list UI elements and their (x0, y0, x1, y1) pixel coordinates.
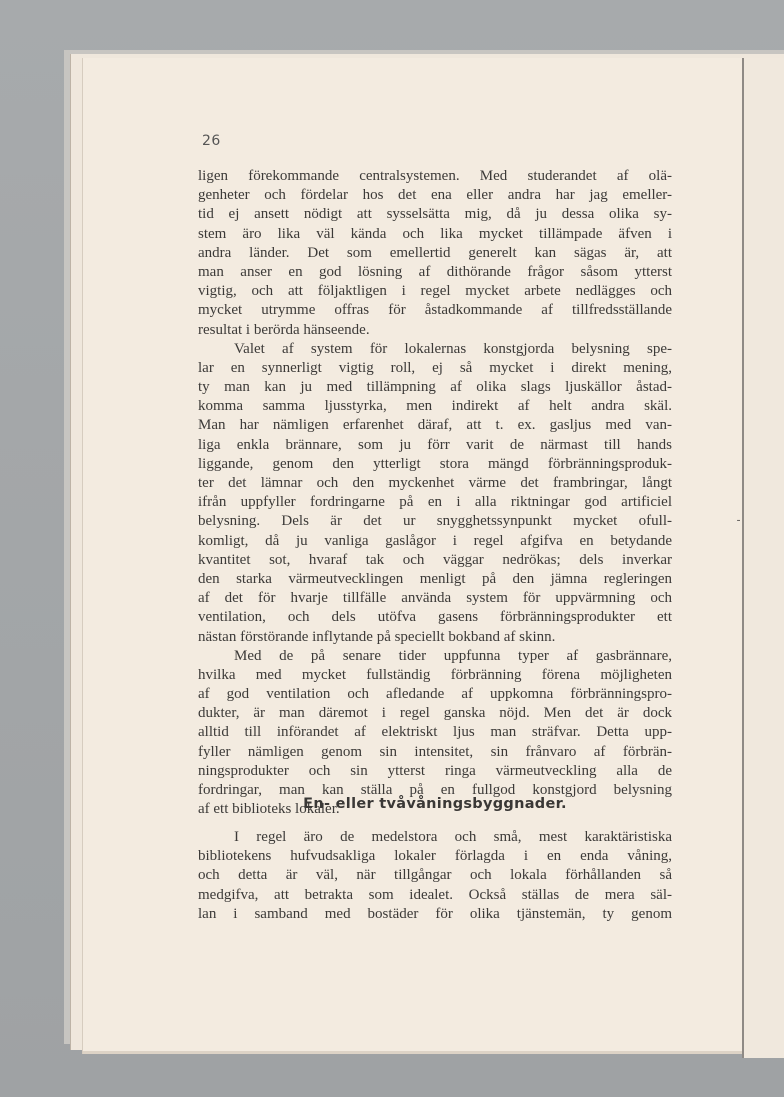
text-line: ifrån uppfyller fordringarne på en i alla riktningar god artificiel (198, 494, 672, 511)
text-line: tid ej ansett nödigt att sysselsätta mig, då ju dessa olika sy- (198, 206, 672, 223)
text-line: medgifva, att betrakta som idealet. Också ställas de mera säl- (198, 886, 672, 903)
paragraph-2 (198, 340, 672, 647)
text-line: Med de på senare tider uppfunna typer af gasbrännare, (234, 647, 672, 664)
text-line: lan i samband med bostäder för olika tjänstemän, ty genom (198, 905, 672, 922)
text-line: Man har nämligen erfarenhet däraf, att t. ex. gasljus med van- (198, 417, 672, 434)
paragraph-4 (198, 828, 672, 924)
text-line: liggande, genom den ytterligt stora mängd förbränningsproduk- (198, 455, 672, 472)
text-line: resultat i berörda hänseende. (198, 321, 370, 338)
text-line: alltid till införandet af elektriskt ljus man sträfvar. Detta upp- (198, 724, 672, 741)
text-line: ventilation, och dels utöfva gasens förbränningsprodukter ett (198, 609, 672, 626)
text-line: nästan förstörande inflytande på speciellt bokband af skinn. (198, 628, 556, 645)
text-line: bibliotekens hufvudsakliga lokaler förlagda i en enda våning, (198, 848, 672, 865)
text-line: lar en synnerligt vigtig roll, ej så mycket i direkt mening, (198, 359, 672, 376)
text-line: af det för hvarje tillfälle använda system för uppvärmning och (198, 590, 672, 607)
text-line: man anser en god lösning af dithörande frågor såsom ytterst (198, 263, 672, 280)
text-line: den starka värmeutvecklingen menligt på den jämna regleringen (198, 570, 672, 587)
section-heading: En- eller tvåvåningsbyggnader. (303, 796, 567, 812)
text-line: fyller nämligen genom sin intensitet, sin frånvaro af förbrän- (198, 743, 672, 760)
text-line: ty man kan ju med tillämpning af olika slags ljuskällor åstad- (198, 379, 672, 396)
ink-speck-icon: ⁃ (736, 516, 741, 527)
text-line: och detta är väl, när tillgångar och lokala förhållanden så (198, 867, 672, 884)
text-line: komligt, då ju vanliga gaslågor i regel afgifva en betydande (198, 532, 672, 549)
text-line: dukter, är man däremot i regel ganska nöjd. Men det är dock (198, 705, 672, 722)
text-line: af god ventilation och afledande af uppkomna förbränningspro- (198, 686, 672, 703)
text-line: komma samma ljusstyrka, men indirekt af helt andra skäl. (198, 398, 672, 415)
text-line: vigtig, och att följaktligen i regel mycket arbete nedlägges och (198, 283, 672, 300)
body-text-lower (198, 828, 672, 924)
text-line: hvilka med mycket fullständig förbränning förena möjligheten (198, 666, 672, 683)
text-line: af ett biblioteks lokaler. (198, 801, 340, 818)
text-line: fordringar, man kan ställa på en fullgod konstgjord belysning (198, 782, 672, 798)
text-line: andra länder. Det som emellertid generelt kan sägas är, att (198, 244, 672, 261)
facing-page-edge (742, 58, 784, 1058)
text-line: belysning. Dels är det ur snygghetssynpunkt mycket ofull- (198, 513, 672, 530)
page-number: 26 (202, 133, 221, 149)
paragraph-1 (198, 167, 672, 340)
text-line: Valet af system för lokalernas konstgjorda belysning spe- (234, 340, 672, 357)
text-line: ligen förekommande centralsystemen. Med studerandet af olä- (198, 168, 672, 184)
text-line: ter det lämnar och den myckenhet värme det frambringar, långt (198, 475, 672, 491)
text-line: liga enkla brännare, som ju förr varit de närmast till hands (198, 436, 672, 453)
paragraph-3 (198, 647, 672, 820)
body-text-upper (198, 167, 672, 819)
text-line: I regel äro de medelstora och små, mest karaktäristiska (234, 829, 672, 845)
text-line: kvantitet sot, hvaraf tak och väggar nedrökas; dels inverkar (198, 551, 672, 568)
text-line: genheter och fördelar hos det ena eller andra har jag emeller- (198, 187, 672, 204)
text-line: stem äro lika väl kända och lika mycket tillämpade äfven i (198, 225, 672, 242)
text-line: ningsprodukter och sin ytterst ringa värmeutveckling alla de (198, 762, 672, 779)
text-line: mycket utrymme offras för åstadkommande af tillfredsställande (198, 302, 672, 319)
